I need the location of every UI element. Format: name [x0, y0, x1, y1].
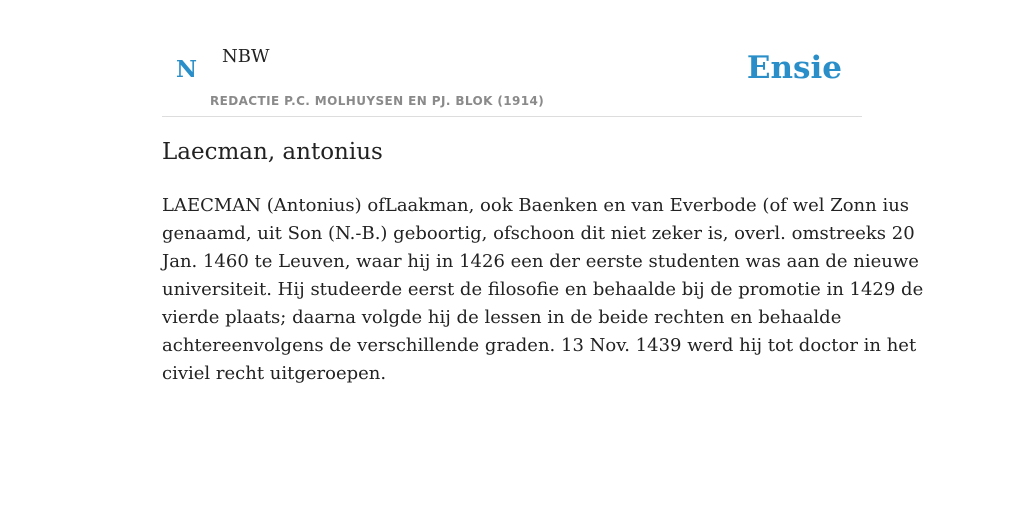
- logo-letter[interactable]: N: [176, 56, 198, 83]
- brand-logo[interactable]: Ensie: [746, 50, 842, 86]
- work-subtitle: REDACTIE P.C. MOLHUYSEN EN PJ. BLOK (1914): [210, 94, 545, 108]
- entry-body-line: LAECMAN (Antonius) ofLaakman, ook Baenken en van Everbode (of wel Zonn ius: [162, 195, 910, 216]
- entry-body-line: universiteit. Hij studeerde eerst de filosofie en behaalde bij de promotie in 1429 de: [162, 279, 924, 300]
- entry-body-line: vierde plaats; daarna volgde hij de lessen in de beide rechten en behaalde: [162, 307, 842, 328]
- entry-body-line: achtereenvolgens de verschillende graden. 13 Nov. 1439 werd hij tot doctor in het: [162, 335, 917, 356]
- entry-body: [162, 192, 924, 388]
- entry-body-line: genaamd, uit Son (N.-B.) geboortig, ofschoon dit niet zeker is, overl. omstreeks 20: [162, 223, 915, 244]
- header: [162, 0, 862, 117]
- entry-body-line: Jan. 1460 te Leuven, waar hij in 1426 een der eerste studenten was aan de nieuwe: [162, 251, 919, 272]
- work-title: NBW: [222, 46, 270, 67]
- entry-body-line: civiel recht uitgeroepen.: [162, 363, 387, 384]
- entry-title: Laecman, antonius: [162, 139, 383, 165]
